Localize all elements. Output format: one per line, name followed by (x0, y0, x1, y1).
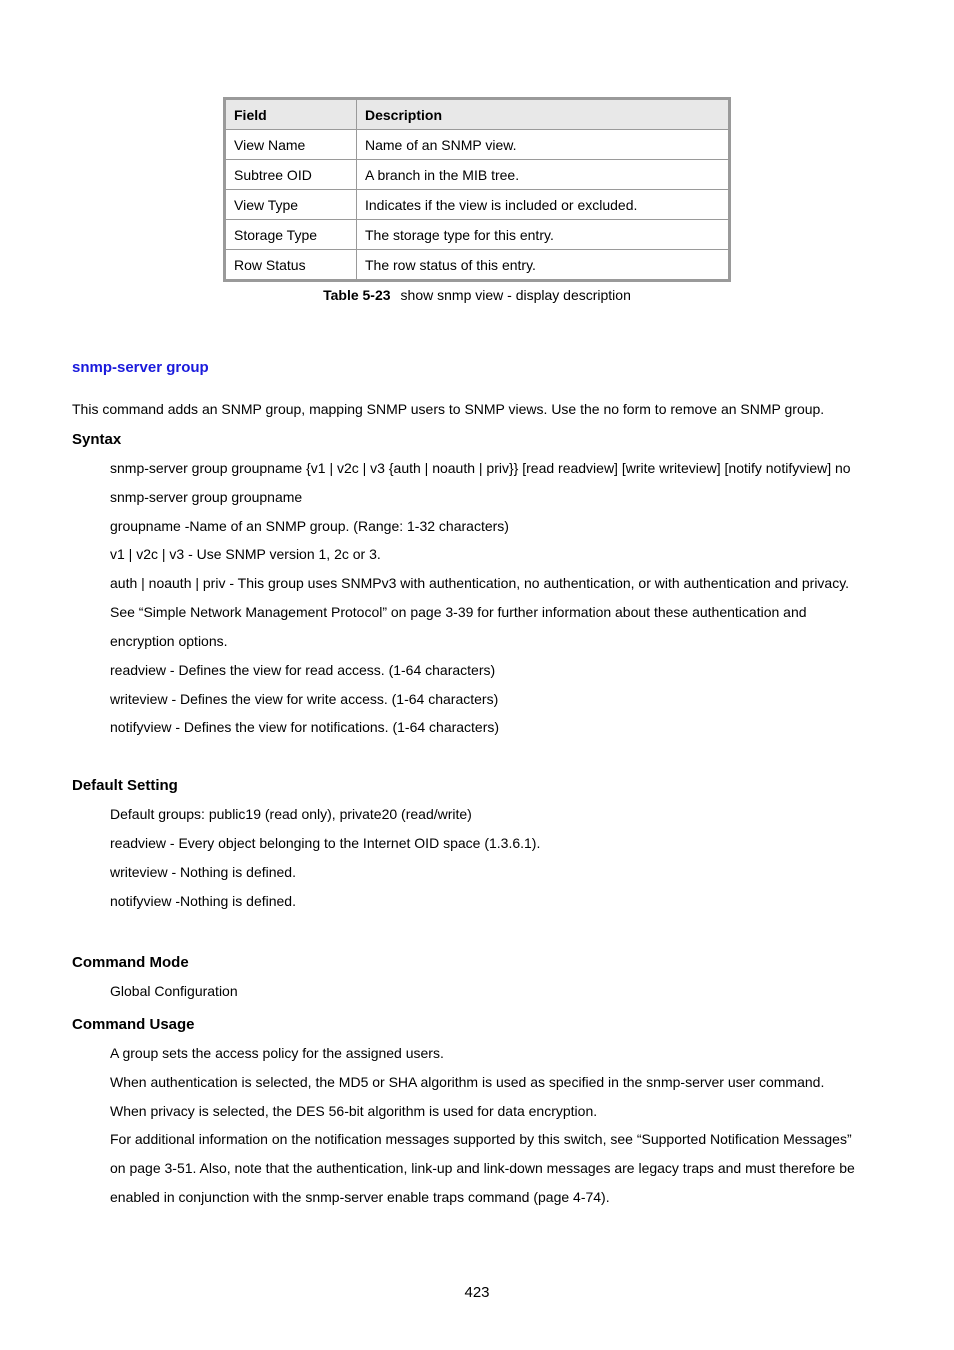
syntax-line: v1 | v2c | v3 - Use SNMP version 1, 2c or 3. (110, 546, 381, 562)
table-row (226, 250, 729, 280)
default-setting-line: readview - Every object belonging to the Internet OID space (1.3.6.1). (110, 835, 541, 851)
syntax-line: snmp-server group groupname {v1 | v2c | v3 {auth | noauth | priv}} [read readview] [write writeview] [notify notifyview] no (110, 460, 851, 476)
table-row (226, 160, 729, 190)
command-mode-line: Global Configuration (110, 983, 238, 999)
syntax-line: auth | noauth | priv - This group uses SNMPv3 with authentication, no authentication, or with authentication and privacy. (110, 575, 850, 591)
command-usage-heading: Command Usage (72, 1016, 195, 1033)
table-cell-field: Row Status (226, 250, 357, 280)
command-usage-line: When authentication is selected, the MD5 or SHA algorithm is used as specified in the snmp-server user command. (110, 1074, 825, 1090)
table-cell-description: The row status of this entry. (357, 250, 729, 280)
table-row (226, 130, 729, 160)
syntax-line: notifyview - Defines the view for notifications. (1-64 characters) (110, 719, 500, 735)
table-header-row (226, 100, 729, 130)
syntax-line: readview - Defines the view for read access. (1-64 characters) (110, 662, 496, 678)
table-cell-description: Indicates if the view is included or excluded. (357, 190, 729, 220)
default-setting-line: Default groups: public19 (read only), private20 (read/write) (110, 806, 472, 822)
table-cell-description: Name of an SNMP view. (357, 130, 729, 160)
syntax-heading: Syntax (72, 431, 122, 448)
table-cell-field: View Type (226, 190, 357, 220)
default-setting-line: notifyview -Nothing is defined. (110, 893, 296, 909)
syntax-line: snmp-server group groupname (110, 489, 303, 505)
description-table (223, 97, 731, 282)
table-caption-label: Table 5-23 (323, 287, 391, 303)
default-setting-line: writeview - Nothing is defined. (110, 864, 296, 880)
table-cell-description: A branch in the MIB tree. (357, 160, 729, 190)
table-caption-text: show snmp view - display description (400, 287, 631, 303)
table-cell-field: Storage Type (226, 220, 357, 250)
command-mode-heading: Command Mode (72, 954, 189, 971)
section-title: snmp-server group (72, 359, 209, 376)
default-setting-heading: Default Setting (72, 777, 178, 794)
table-row (226, 220, 729, 250)
table-caption (223, 287, 731, 303)
command-usage-line: When privacy is selected, the DES 56-bit algorithm is used for data encryption. (110, 1103, 598, 1119)
syntax-line: See “Simple Network Management Protocol” on page 3-39 for further information about these authentication and (110, 604, 807, 620)
command-usage-line: enabled in conjunction with the snmp-server enable traps command (page 4-74). (110, 1189, 610, 1205)
page-number: 423 (464, 1284, 490, 1301)
syntax-line: writeview - Defines the view for write access. (1-64 characters) (110, 691, 499, 707)
syntax-line: encryption options. (110, 633, 228, 649)
table-row (226, 190, 729, 220)
command-usage-line: on page 3-51. Also, note that the authentication, link-up and link-down messages are legacy traps and must therefore be (110, 1160, 855, 1176)
section-intro: This command adds an SNMP group, mapping SNMP users to SNMP views. Use the no form to remove an SNMP group. (72, 401, 825, 417)
table-cell-field: View Name (226, 130, 357, 160)
header-field: Field (226, 100, 357, 130)
table-cell-field: Subtree OID (226, 160, 357, 190)
command-usage-line: For additional information on the notification messages supported by this switch, see “Supported Notification Messages” (110, 1131, 852, 1147)
syntax-line: groupname -Name of an SNMP group. (Range: 1-32 characters) (110, 518, 509, 534)
header-description: Description (357, 100, 729, 130)
table-cell-description: The storage type for this entry. (357, 220, 729, 250)
command-usage-line: A group sets the access policy for the assigned users. (110, 1045, 444, 1061)
